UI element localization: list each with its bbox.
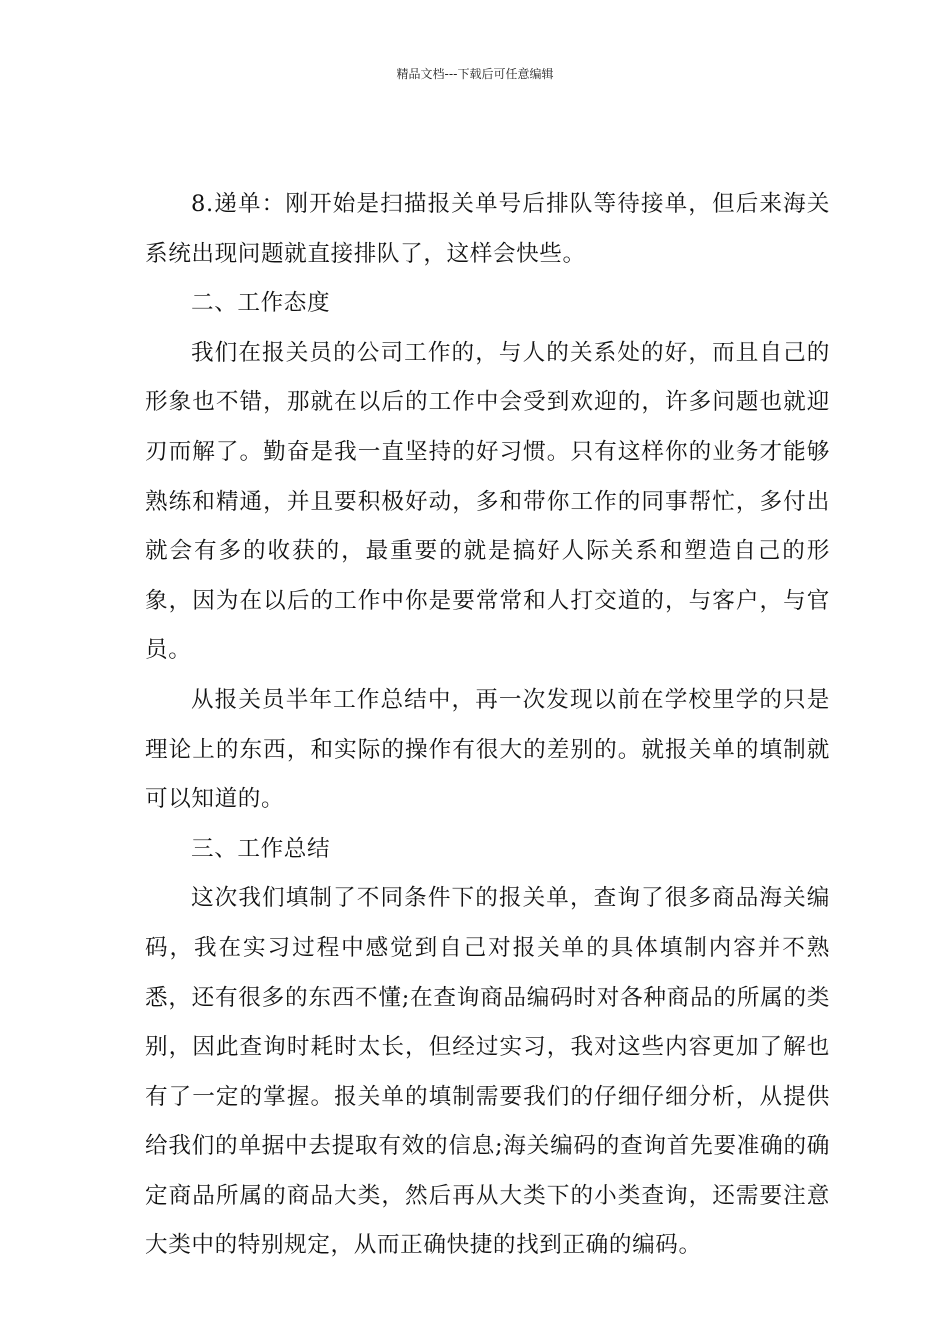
paragraph-work-summary: 这次我们填制了不同条件下的报关单，查询了很多商品海关编码，我在实习过程中感觉到自己对报关单的具体填制内容并不熟悉，还有很多的东西不懂;在查询商品编码时对各种商品的所属的类别，因此查询时耗时太长，但经过实习，我对这些内容更加了解也有了一定的掌握。报关单的填制需要我们的仔细仔细分析，从提供给我们的单据中去提取有效的信息;海关编码的查询首先要准确的确定商品所属的商品大类，然后再从大类下的小类查询，还需要注意大类中的特别规定，从而正确快捷的找到正确的编码。 — [145, 885, 830, 1259]
page-header: 精品文档---下载后可任意编辑 — [396, 67, 554, 81]
paragraph-half-year-summary: 从报关员半年工作总结中，再一次发现以前在学校里学的只是理论上的东西，和实际的操作有很大的差别的。就报关单的填制就可以知道的。 — [145, 686, 830, 813]
section-heading-work-summary: 三、工作总结 — [191, 835, 331, 862]
paragraph-work-attitude: 我们在报关员的公司工作的，与人的关系处的好，而且自己的形象也不错，那就在以后的工作中会受到欢迎的，许多问题也就迎刃而解了。勤奋是我一直坚持的好习惯。只有这样你的业务才能够熟练和精通，并且要积极好动，多和带你工作的同事帮忙，多付出就会有多的收获的，最重要的就是搞好人际关系和塑造自己的形象，因为在以后的工作中你是要常常和人打交道的，与客户，与官员。 — [145, 339, 830, 664]
section-heading-work-attitude: 二、工作态度 — [191, 290, 331, 317]
paragraph-submission: 8.递单：刚开始是扫描报关单号后排队等待接单，但后来海关系统出现问题就直接排队了，这样会快些。 — [145, 191, 830, 267]
document-body — [145, 180, 830, 1271]
